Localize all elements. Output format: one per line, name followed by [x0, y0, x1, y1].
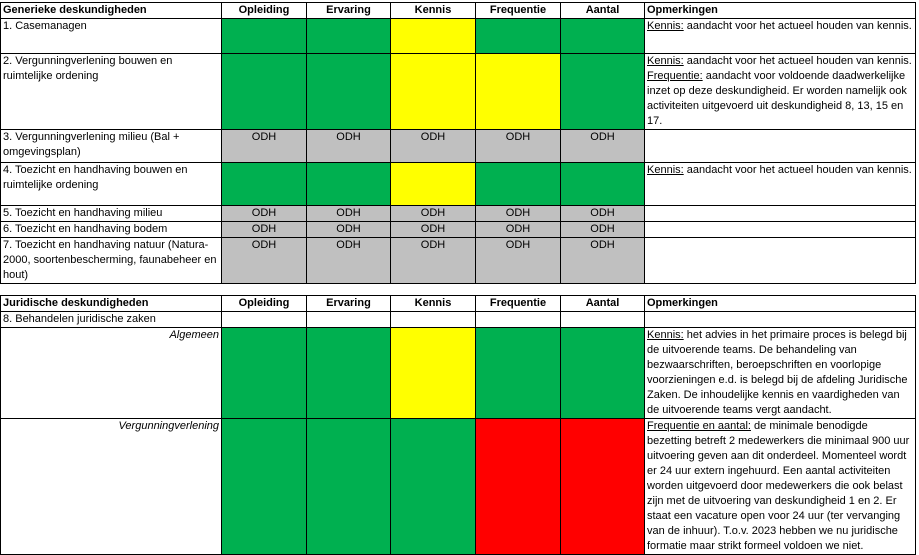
remark-cell: [645, 238, 916, 284]
section-header-row: [1, 3, 916, 19]
deskundigheden-table: [0, 2, 916, 555]
table-row: [1, 54, 916, 130]
row-label: 2. Vergunningverlening bouwen en ruimtelijke ordening: [1, 54, 222, 130]
score-cell-odh: ODH: [307, 206, 391, 222]
table-row: [1, 130, 916, 163]
score-cell-green: [307, 163, 391, 206]
empty-cell: [391, 312, 476, 328]
score-cell-green: [391, 419, 476, 555]
column-header: Aantal: [561, 296, 645, 312]
remark-text: het advies in het primaire proces is belegd bij de uitvoerende teams. De behandeling van bezwaarschriften, beroepschriften en voorlopige voorzieningen e.d. is belegd bij de afdeling Juridische Zaken. De inhoudelijke kennis en vaardigheden van de uitvoerende teams vergt aandacht.: [647, 329, 908, 416]
score-cell-green: [307, 19, 391, 54]
remark-key: Kennis:: [647, 329, 684, 341]
remark-text: aandacht voor het actueel houden van kennis.: [683, 55, 912, 67]
remark-cell: [645, 54, 916, 130]
row-label: 5. Toezicht en handhaving milieu: [1, 206, 222, 222]
score-cell-green: [307, 54, 391, 130]
score-cell-odh: ODH: [307, 130, 391, 163]
remark-key: Kennis:: [647, 20, 684, 32]
row-label: 3. Vergunningverlening milieu (Bal + omgevingsplan): [1, 130, 222, 163]
score-cell-green: [307, 328, 391, 419]
remark-text: aandacht voor voldoende daadwerkelijke inzet op deze deskundigheid. Er worden namelijk ook activiteiten uitgevoerd uit deskundigheid 8, 13, 15 en 17.: [647, 70, 907, 127]
score-cell-odh: ODH: [391, 206, 476, 222]
table-row: [1, 312, 916, 328]
remark-cell: [645, 163, 916, 206]
score-cell-odh: ODH: [222, 238, 307, 284]
score-cell-yellow: [391, 328, 476, 419]
column-header: Opleiding: [222, 3, 307, 19]
score-cell-red: [476, 419, 561, 555]
column-header: Opmerkingen: [645, 296, 916, 312]
score-cell-odh: ODH: [561, 222, 645, 238]
table-row: [1, 206, 916, 222]
section-title: Juridische deskundigheden: [1, 296, 222, 312]
table-row: [1, 419, 916, 555]
score-cell-green: [561, 54, 645, 130]
score-cell-green: [561, 163, 645, 206]
score-cell-green: [476, 19, 561, 54]
score-cell-odh: ODH: [476, 238, 561, 284]
table-row: [1, 222, 916, 238]
score-cell-odh: ODH: [561, 238, 645, 284]
remark-cell: [645, 206, 916, 222]
score-cell-green: [476, 163, 561, 206]
empty-cell: [476, 312, 561, 328]
score-cell-odh: ODH: [391, 222, 476, 238]
remark-key: Frequentie:: [647, 70, 703, 82]
score-cell-green: [222, 163, 307, 206]
score-cell-odh: ODH: [307, 238, 391, 284]
remark-key: Frequentie en aantal:: [647, 420, 751, 432]
row-label: 6. Toezicht en handhaving bodem: [1, 222, 222, 238]
score-cell-yellow: [391, 54, 476, 130]
spacer-cell: [645, 284, 916, 296]
score-cell-odh: ODH: [307, 222, 391, 238]
score-cell-yellow: [391, 19, 476, 54]
score-cell-red: [561, 419, 645, 555]
score-cell-green: [307, 419, 391, 555]
column-header: Opleiding: [222, 296, 307, 312]
spacer-cell: [476, 284, 561, 296]
spacer-cell: [391, 284, 476, 296]
column-header: Frequentie: [476, 3, 561, 19]
column-header: Ervaring: [307, 3, 391, 19]
table-row: [1, 328, 916, 419]
empty-cell: [561, 312, 645, 328]
column-header: Frequentie: [476, 296, 561, 312]
spacer-cell: [307, 284, 391, 296]
remark-cell: [645, 130, 916, 163]
section-header-row: [1, 296, 916, 312]
score-cell-odh: ODH: [561, 130, 645, 163]
score-cell-odh: ODH: [391, 130, 476, 163]
score-cell-green: [222, 19, 307, 54]
column-header: Ervaring: [307, 296, 391, 312]
remark-cell: [645, 222, 916, 238]
empty-cell: [222, 312, 307, 328]
remark-text: de minimale benodigde bezetting betreft 2 medewerkers die minimaal 900 uur uitvoering geven aan dit onderdeel. Momenteel wordt er 24 uur extern ingehuurd. Een aantal activiteiten worden uitgevoerd door medewerkers die ook belast zijn met de uitvoering van deskundigheid 1 en 2. Er staat een vacature open voor 24 uur (ter vervanging van de inhuur). T.o.v. 2023 hebben we nu juridische formatie maar strikt formeel voldoen we niet.: [647, 420, 910, 552]
score-cell-odh: ODH: [391, 238, 476, 284]
score-cell-odh: ODH: [476, 222, 561, 238]
remark-text: aandacht voor het actueel houden van kennis.: [683, 20, 912, 32]
score-cell-odh: ODH: [222, 130, 307, 163]
remark-cell: [645, 19, 916, 54]
remark-cell: [645, 312, 916, 328]
column-header: Kennis: [391, 296, 476, 312]
section-title: Generieke deskundigheden: [1, 3, 222, 19]
score-cell-odh: ODH: [561, 206, 645, 222]
remark-text: aandacht voor het actueel houden van kennis.: [683, 164, 912, 176]
table-row: [1, 163, 916, 206]
row-label: Vergunningverlening: [1, 419, 222, 555]
remark-key: Kennis:: [647, 164, 684, 176]
score-cell-green: [561, 328, 645, 419]
row-label: 8. Behandelen juridische zaken: [1, 312, 222, 328]
score-cell-green: [476, 328, 561, 419]
score-cell-green: [561, 19, 645, 54]
row-label: 1. Casemanagen: [1, 19, 222, 54]
spacer-cell: [222, 284, 307, 296]
table-row: [1, 19, 916, 54]
column-header: Kennis: [391, 3, 476, 19]
row-label: 7. Toezicht en handhaving natuur (Natura-2000, soortenbescherming, faunabeheer en hout): [1, 238, 222, 284]
remark-key: Kennis:: [647, 55, 684, 67]
spacer-cell: [1, 284, 222, 296]
score-cell-odh: ODH: [476, 206, 561, 222]
score-cell-odh: ODH: [222, 206, 307, 222]
score-cell-green: [222, 328, 307, 419]
remark-cell: [645, 419, 916, 555]
spacer-cell: [561, 284, 645, 296]
row-label: Algemeen: [1, 328, 222, 419]
remark-cell: [645, 328, 916, 419]
table-row: [1, 238, 916, 284]
score-cell-odh: ODH: [476, 130, 561, 163]
column-header: Opmerkingen: [645, 3, 916, 19]
score-cell-green: [222, 54, 307, 130]
column-header: Aantal: [561, 3, 645, 19]
score-cell-yellow: [391, 163, 476, 206]
score-cell-yellow: [476, 54, 561, 130]
spacer-row: [1, 284, 916, 296]
score-cell-green: [222, 419, 307, 555]
score-cell-odh: ODH: [222, 222, 307, 238]
empty-cell: [307, 312, 391, 328]
row-label: 4. Toezicht en handhaving bouwen en ruimtelijke ordening: [1, 163, 222, 206]
